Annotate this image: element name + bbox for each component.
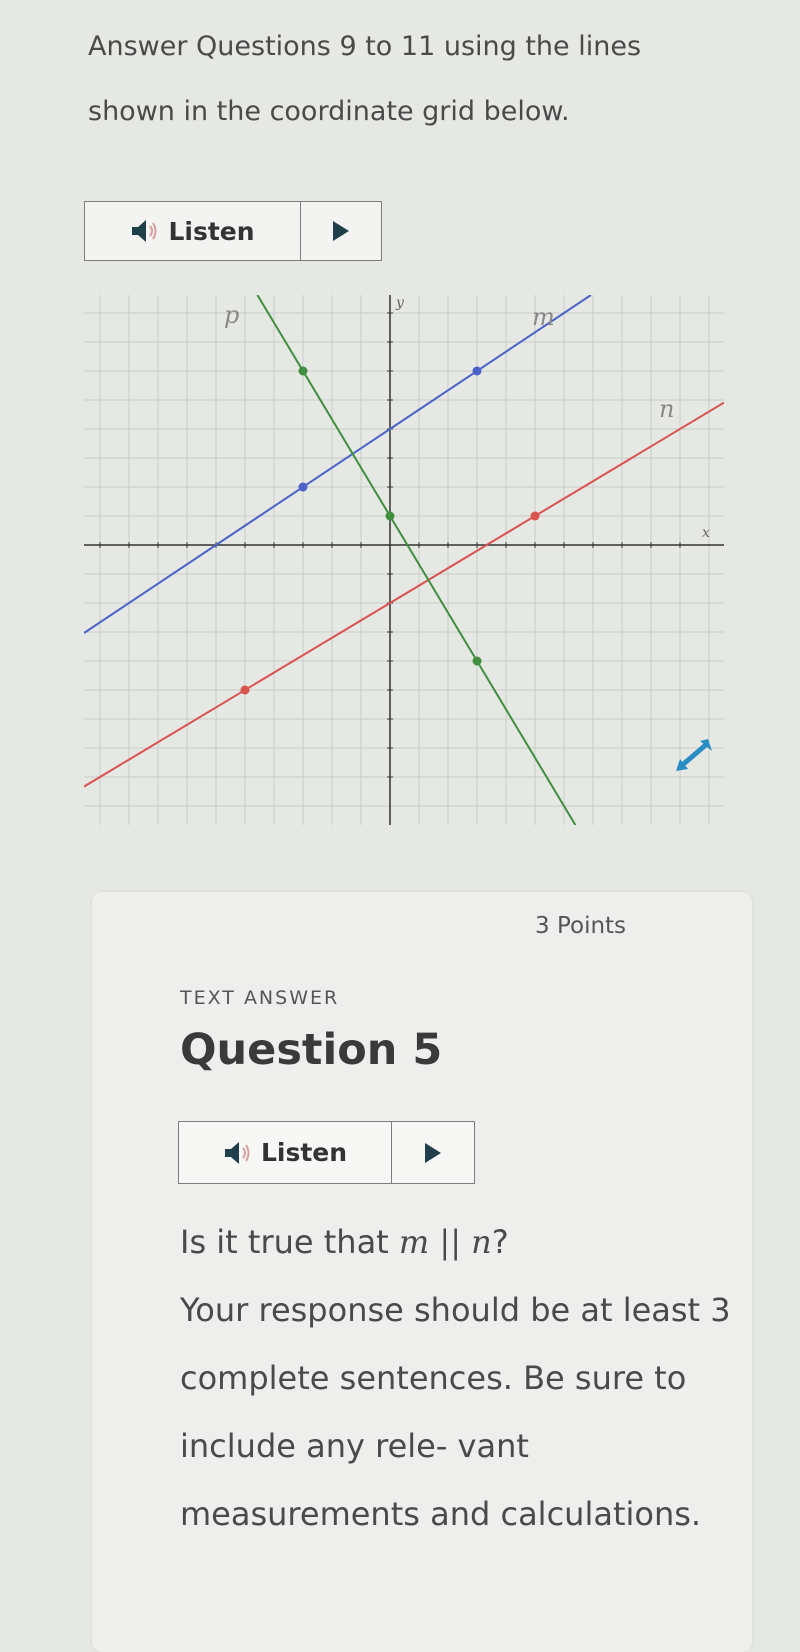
expand-arrows-icon[interactable] (672, 735, 716, 775)
intro-text (88, 14, 728, 144)
point-p (473, 657, 482, 666)
listen-label-top: Listen (168, 216, 255, 246)
line-m (84, 295, 591, 633)
graph-lines (84, 295, 724, 825)
play-icon (425, 1143, 441, 1163)
axis-label-y: y (396, 295, 404, 311)
intro-line-2: shown in the coordinate grid below. (88, 96, 570, 127)
axis-label-x: x (702, 525, 710, 541)
point-p (386, 512, 395, 521)
grid-lines (84, 295, 724, 825)
play-button-top[interactable] (301, 202, 381, 260)
listen-bar-question (178, 1121, 475, 1184)
listen-button-top[interactable] (85, 202, 301, 260)
prompt-suffix: ? (491, 1223, 509, 1261)
question-prompt (180, 1208, 740, 1276)
listen-button-question[interactable] (179, 1122, 392, 1183)
graph-labels (224, 295, 710, 541)
listen-bar-top (84, 201, 382, 261)
question-body (180, 1208, 740, 1548)
question-instructions: Your response should be at least 3 complete sentences. Be sure to include any rele- vant measurements and calculations. (180, 1291, 731, 1533)
play-button-question[interactable] (392, 1122, 474, 1183)
line-label-p: p (224, 301, 240, 329)
intro-line-1: Answer Questions 9 to 11 using the lines (88, 31, 642, 62)
prompt-math: m || n (398, 1223, 492, 1261)
line-label-m: m (532, 303, 555, 331)
line-label-n: n (659, 395, 675, 423)
axes (84, 295, 724, 825)
point-p (299, 367, 308, 376)
question-title: Question 5 (180, 1025, 443, 1075)
question-type: TEXT ANSWER (180, 987, 340, 1009)
prompt-prefix: Is it true that (180, 1223, 399, 1261)
point-n (241, 686, 250, 695)
point-n (531, 512, 540, 521)
coordinate-grid (84, 295, 724, 825)
play-icon (333, 221, 349, 241)
point-m (473, 367, 482, 376)
speaker-icon (130, 218, 160, 244)
line-n (84, 403, 724, 787)
points-badge: 3 Points (535, 913, 627, 939)
point-m (299, 483, 308, 492)
listen-label-question: Listen (260, 1138, 348, 1167)
speaker-icon (223, 1140, 253, 1166)
